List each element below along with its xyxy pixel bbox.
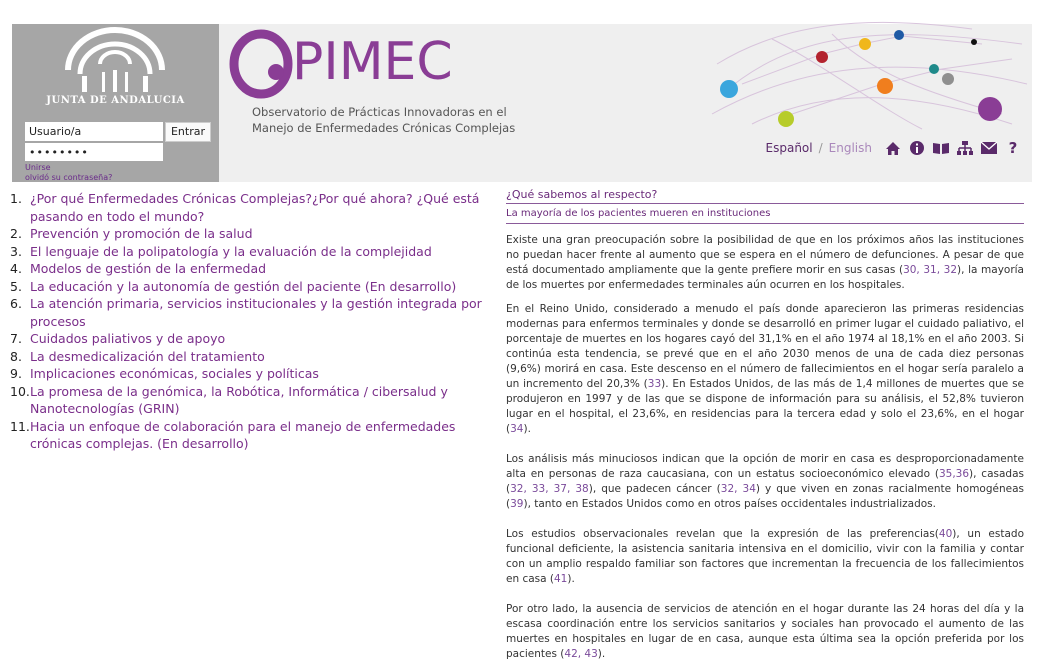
- paragraph-5: [506, 602, 1024, 662]
- sitemap-icon[interactable]: [956, 139, 974, 157]
- menu-item-link[interactable]: ¿Por qué Enfermedades Crónicas Complejas?¿Por qué ahora? ¿Qué está pasando en todo el mundo?: [30, 191, 480, 224]
- reference-link[interactable]: 42, 43: [564, 648, 598, 660]
- login-button[interactable]: Entrar: [165, 122, 211, 142]
- paragraph-text: ), casadas (: [506, 468, 1024, 495]
- reference-link[interactable]: 32, 33, 37, 38: [510, 483, 589, 495]
- junta-panel: [12, 24, 219, 182]
- brand-subtitle-line1: Observatorio de Prácticas Innovadoras en el: [252, 105, 507, 119]
- paragraph-text: ).: [567, 573, 575, 585]
- menu-item-number: 1.: [10, 191, 22, 206]
- menu-item[interactable]: [10, 278, 490, 296]
- lang-separator: /: [818, 141, 823, 155]
- menu-item-number: 11.: [10, 418, 30, 434]
- menu-item-number: 5.: [10, 278, 22, 294]
- menu-item-number: 6.: [10, 296, 22, 311]
- reference-link[interactable]: 35,36: [938, 468, 970, 480]
- menu-item-link[interactable]: Cuidados paliativos y de apoyo: [30, 331, 226, 346]
- menu-item[interactable]: [10, 330, 490, 348]
- info-icon[interactable]: [908, 139, 926, 157]
- topics-menu: [10, 190, 490, 453]
- site-header: [12, 24, 1032, 182]
- mail-icon[interactable]: [980, 139, 998, 157]
- reference-link[interactable]: 30, 31, 32: [903, 264, 958, 276]
- menu-item[interactable]: [10, 260, 490, 278]
- menu-item-number: 9.: [10, 366, 22, 381]
- reference-link[interactable]: 41: [554, 573, 568, 585]
- menu-item-number: 2.: [10, 226, 22, 241]
- language-toolbar: [766, 139, 1022, 157]
- menu-item-link[interactable]: Implicaciones económicas, sociales y políticas: [30, 366, 319, 381]
- menu-item[interactable]: [10, 383, 490, 418]
- menu-item-link[interactable]: La atención primaria, servicios institucionales y la gestión integrada por procesos: [30, 296, 482, 329]
- password-input[interactable]: [25, 143, 163, 161]
- join-link[interactable]: Unirse: [25, 163, 51, 172]
- menu-item-number: 10.: [10, 383, 30, 399]
- reference-link[interactable]: 32, 34: [720, 483, 756, 495]
- section-title[interactable]: ¿Qué sabemos al respecto?: [506, 188, 1024, 204]
- menu-item-number: 8.: [10, 348, 22, 364]
- network-graphic: [712, 24, 1032, 134]
- paragraph-text: ), tanto en Estados Unidos como en otros países occidentales industrializados.: [523, 498, 936, 510]
- paragraph-text: Los estudios observacionales revelan que la expresión de las preferencias(: [506, 528, 939, 540]
- menu-item[interactable]: [10, 190, 490, 225]
- lang-english-link[interactable]: English: [828, 141, 872, 155]
- paragraph-text: ) y que viven en zonas racialmente homogéneas (: [506, 483, 1024, 510]
- menu-item-link[interactable]: Modelos de gestión de la enfermedad: [30, 261, 267, 276]
- paragraph-text: Los análisis más minuciosos indican que la opción de morir en casa es desproporcionadamente alta en personas de raza caucasiana, con un estatus socioeconómico elevado (: [506, 453, 1024, 480]
- menu-item[interactable]: [10, 348, 490, 366]
- reference-link[interactable]: 40: [938, 528, 953, 540]
- junta-name: JUNTA DE ANDALUCIA: [46, 95, 185, 106]
- paragraph-text: ).: [523, 423, 531, 435]
- paragraph-text: En el Reino Unido, considerado a menudo el país donde aparecieron las primeras residencias modernas para enfermos terminales y donde se desarrolló en primer lugar el cuidado paliativo, el porcentaje de muertes en los hogares cayó del 31,1% en el año 1974 al 18,1% en el año 2003. Si continúa esta tendencia, se prevé que en el año 2030 menos de una de cada diez personas (9,6%) morirá en casa. Este descenso en el número de fallecimientos en el hogar sería paralelo a un incremento del 20,3% (: [506, 303, 1024, 390]
- menu-item[interactable]: [10, 295, 490, 330]
- menu-item[interactable]: [10, 365, 490, 383]
- paragraph-2: [506, 302, 1024, 437]
- paragraph-1: [506, 233, 1024, 293]
- menu-item-number: 7.: [10, 331, 22, 346]
- junta-logo-icon[interactable]: [60, 30, 170, 122]
- paragraph-text: ).: [597, 648, 606, 660]
- menu-item[interactable]: [10, 418, 490, 453]
- menu-item[interactable]: [10, 225, 490, 243]
- help-icon[interactable]: ?: [1008, 139, 1018, 157]
- lang-spanish-link[interactable]: Español: [765, 141, 813, 155]
- menu-item-link[interactable]: El lenguaje de la polipatología y la evaluación de la complejidad: [30, 243, 432, 259]
- brand-subtitle-line2: Manejo de Enfermedades Crónicas Complejas: [252, 121, 516, 135]
- book-icon[interactable]: [932, 139, 950, 157]
- opimec-o-icon: [230, 30, 292, 98]
- menu-item[interactable]: [10, 243, 490, 261]
- paragraph-4: [506, 527, 1024, 587]
- menu-item-link[interactable]: La desmedicalización del tratamiento: [30, 348, 265, 364]
- paragraph-text: ). En Estados Unidos, de las más de 1,4 millones de muertes que se produjeron en 1997 y de las que se dispone de información para su análisis, el 52,8% tuvieron lugar en el hospital, el 23,6%, en residencias para la tercera edad y solo el 23,6%, en el hogar (: [506, 378, 1024, 435]
- reference-link[interactable]: 33: [647, 378, 662, 390]
- menu-item-number: 3.: [10, 243, 22, 259]
- menu-item-link[interactable]: Hacia un enfoque de colaboración para el manejo de enfermedades crónicas complejas. (En desarrollo): [30, 418, 456, 451]
- menu-item-number: 4.: [10, 261, 22, 276]
- paragraph-text: ), un estado funcional deficiente, la asistencia sanitaria intensiva en el domicilio, vivir con la familia y contar con un amplio respaldo familiar son factores que incrementan la frecuencia de los fallecimientos en casa (: [506, 528, 1024, 585]
- menu-item-link[interactable]: La educación y la autonomía de gestión del paciente (En desarrollo): [30, 278, 457, 294]
- paragraph-text: Por otro lado, la ausencia de servicios de atención en el hogar durante las 24 horas del día y la escasa coordinación entre los servicios sanitarios y sociales han provocado el aumento de las muertes en hospitales en lugar de en casa, aunque esta última sea la opción preferida por los pacientes (: [506, 603, 1024, 660]
- username-input[interactable]: [25, 122, 163, 141]
- paragraph-text: ), la mayoría de los muertes por enfermedades terminales aún ocurren en los hospitales.: [506, 264, 1024, 291]
- forgot-password-link[interactable]: olvidó su contraseña?: [25, 173, 113, 182]
- main-content: [506, 188, 1024, 662]
- section-subtitle: La mayoría de los pacientes mueren en instituciones: [506, 204, 1024, 224]
- home-icon[interactable]: [884, 139, 902, 157]
- paragraph-3: [506, 452, 1024, 512]
- paragraph-text: ), que padecen cáncer (: [588, 483, 721, 495]
- reference-link[interactable]: 34: [510, 423, 524, 435]
- menu-item-link[interactable]: Prevención y promoción de la salud: [30, 226, 253, 241]
- brand-name: PIMEC: [292, 32, 453, 92]
- reference-link[interactable]: 39: [510, 498, 524, 510]
- paragraph-text: Existe una gran preocupación sobre la posibilidad de que en los próximos años las instituciones no puedan hacer frente al aumento que se espera en el número de defunciones. A pesar de que está documentado ampliamente que la gente prefiere morir en sus casas (: [506, 234, 1024, 276]
- menu-item-link[interactable]: La promesa de la genómica, la Robótica, Informática / cibersalud y Nanotecnologías (GRIN): [30, 383, 448, 416]
